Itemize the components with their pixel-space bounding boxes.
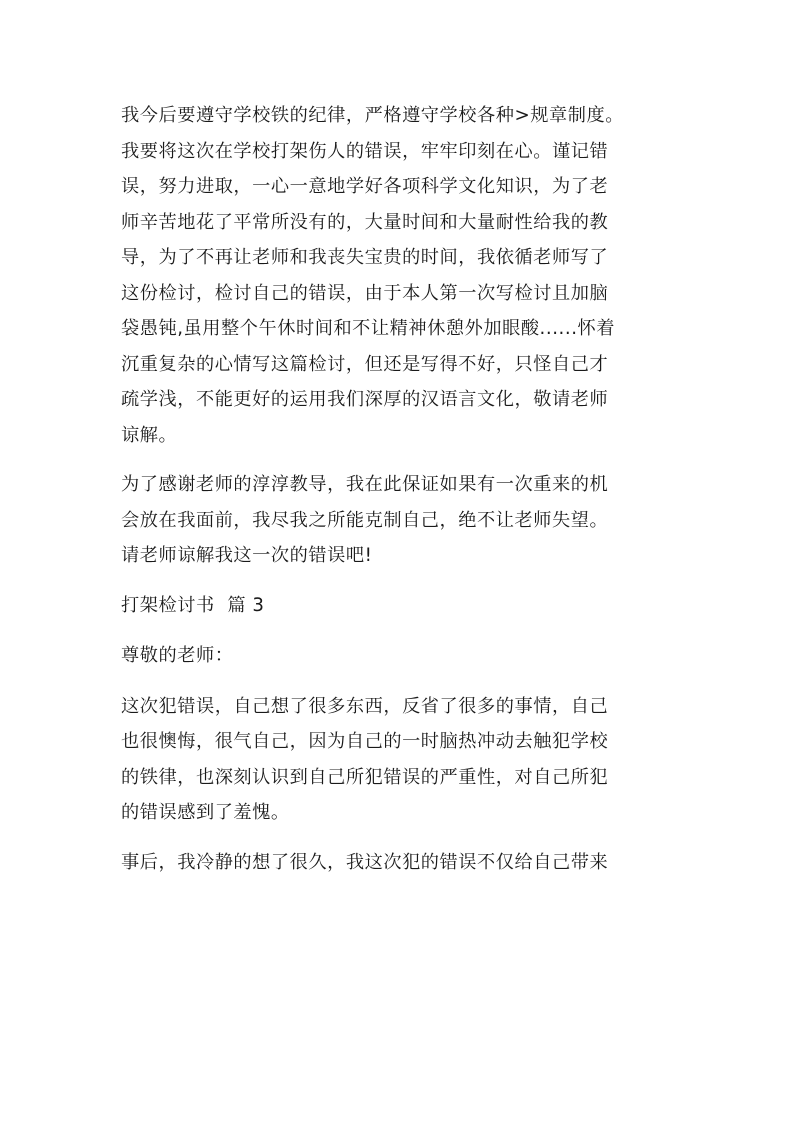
text-line: 导，为了不再让老师和我丧失宝贵的时间，我依循老师写了 [121,247,609,268]
text-line: 也很懊悔，很气自己，因为自己的一时脑热冲动去触犯学校 [121,731,609,752]
paragraph-reflection [121,689,683,831]
text-line: 请老师谅解我这一次的错误吧! [121,545,373,566]
text-line: 沉重复杂的心情写这篇检讨，但还是写得不好，只怪自己才 [121,353,609,375]
text-line: 我今后要遵守学校铁的纪律，严格遵守学校各种>规章制度。 [121,105,624,126]
text-line: 为了感谢老师的淳淳教导，我在此保证如果有一次重来的机 [121,474,609,495]
section-heading [121,588,683,624]
text-line: 师辛苦地花了平常所没有的，大量时间和大量耐性给我的教 [121,211,609,233]
document-body [121,98,683,894]
text-line: 疏学浅，不能更好的运用我们深厚的汉语言文化，敬请老师 [121,389,609,410]
text-line: 的错误感到了羞愧。 [121,802,290,823]
text-line: 我要将这次在学校打架伤人的错误，牢牢印刻在心。谨记错 [121,140,609,162]
paragraph-aftermath [121,845,683,881]
text-line: 这次犯错误，自己想了很多东西，反省了很多的事情，自己 [121,695,609,717]
heading-text: 打架检讨书 篇 3 [121,594,265,616]
salutation [121,638,683,674]
text-line: 谅解。 [121,424,178,446]
text-line: 的铁律，也深刻认识到自己所犯错误的严重性，对自己所犯 [121,766,609,788]
paragraph-pledge [121,98,683,453]
text-line: 事后，我冷静的想了很久，我这次犯的错误不仅给自己带来 [121,851,609,873]
salutation-text: 尊敬的老师： [121,645,234,666]
text-line: 会放在我面前，我尽我之所能克制自己，绝不让老师失望。 [121,509,609,531]
text-line: 这份检讨，检讨自己的错误，由于本人第一次写检讨且加脑 [121,282,609,304]
text-line: 误，努力进取，一心一意地学好各项科学文化知识，为了老 [121,176,609,197]
text-line: 袋愚钝,虽用整个午休时间和不让精神休憩外加眼酸......怀着 [121,318,616,339]
paragraph-gratitude [121,467,683,574]
